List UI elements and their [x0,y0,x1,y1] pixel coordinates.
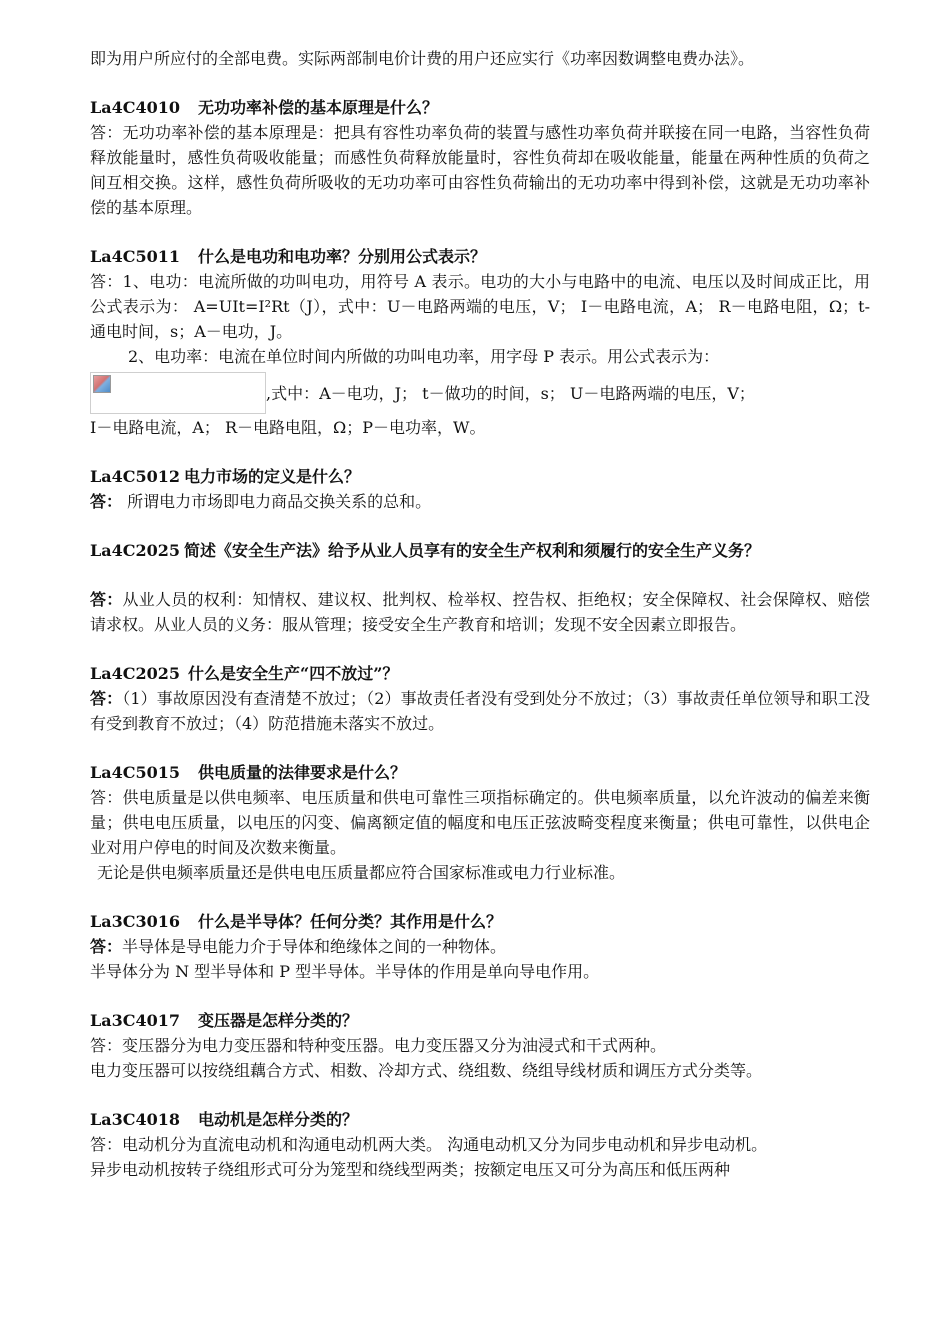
question-title [90,909,870,934]
question-title [90,538,870,563]
answer-text: 从业人员的权利：知情权、建议权、批判权、检举权、控告权、拒绝权；安全保障权、社会保障权、赔偿请求权。从业人员的义务：服从管理；接受安全生产教育和培训；发现不安全因素立即报告。 [90,590,870,634]
answer-paragraph [90,934,870,959]
spacer [90,71,870,95]
spacer [90,637,870,661]
question-code: La4C5015 [90,763,181,782]
answer-paragraph: 异步电动机按转子绕组形式可分为笼型和绕线型两类；按额定电压又可分为高压和低压两种 [90,1160,731,1179]
answer-paragraph [90,686,870,736]
question-text: 什么是电功和电功率？分别用公式表示？ [198,247,487,266]
question-code: La4C4010 [90,98,181,117]
answer-paragraph: I－电路电流，A； R－电路电阻，Ω；P－电功率，W。 [90,418,486,437]
spacer [90,220,870,244]
answer-label: 答： [90,689,123,708]
answer-paragraph [90,587,870,637]
spacer [90,440,870,464]
spacer [90,1083,870,1107]
spacer [90,885,870,909]
document-page [90,46,870,1182]
question-code: La3C3016 [90,912,181,931]
spacer [90,563,870,587]
question-title [90,244,870,269]
answer-label: 答： [90,937,123,956]
answer-paragraph: 答：供电质量是以供电频率、电压质量和供电可靠性三项指标确定的。供电频率质量，以允许波动的偏差来衡量；供电电压质量，以电压的闪变、偏离额定值的幅度和电压正弦波畸变程度来衡量；供电可靠性，以供电企业对用户停电的时间及次数来衡量。 [90,788,870,857]
answer-paragraph: 电力变压器可以按绕组藕合方式、相数、冷却方式、绕组数、绕组导线材质和调压方式分类等。 [90,1061,763,1080]
intro-paragraph: 即为用户所应付的全部电费。实际两部制电价计费的用户还应实行《功率因数调整电费办法》。 [90,49,755,68]
answer-label: 答： [90,492,123,511]
question-title [90,1107,870,1132]
answer-text: （1）事故原因没有查清楚不放过；（2）事故责任者没有受到处分不放过；（3）事故责任单位领导和职工没有受到教育不放过；（4）防范措施未落实不放过。 [90,689,870,733]
question-code: La4C2025 [90,541,181,560]
answer-paragraph: 答：1、电功：电流所做的功叫电功，用符号 A 表示。电功的大小与电路中的电流、电压以及时间成正比，用公式表示为： A=UIt=I²Rt（J），式中：U－电路两端的电压，V； I－电路电流，A； R－电路电阻，Ω；t-通电时间，s；A－电功，J。 [90,272,870,341]
question-text: 什么是安全生产“四不放过”？ [188,664,399,683]
answer-paragraph: 无论是供电频率质量还是供电电压质量都应符合国家标准或电力行业标准。 [97,863,626,882]
question-title [90,464,870,489]
question-title [90,95,870,120]
spacer [90,514,870,538]
answer-paragraph: 2、电功率：电流在单位时间内所做的功叫电功率，用字母 P 表示。用公式表示为： [128,347,720,366]
question-code: La4C5012 [90,467,181,486]
question-title [90,1008,870,1033]
answer-text: 半导体是导电能力介于导体和绝缘体之间的一种物体。 [122,937,507,956]
question-text: 什么是半导体？任何分类？其作用是什么？ [198,912,503,931]
answer-text: 所谓电力市场即电力商品交换关系的总和。 [122,492,432,511]
question-code: La4C5011 [90,247,181,266]
answer-paragraph [90,489,870,514]
question-code: La3C4017 [90,1011,181,1030]
spacer [90,736,870,760]
answer-label: 答： [90,590,123,609]
question-text: 无功功率补偿的基本原理是什么？ [198,98,439,117]
answer-paragraph: 答：无功功率补偿的基本原理是：把具有容性功率负荷的装置与感性功率负荷并联接在同一电路，当容性负荷释放能量时，感性负荷吸收能量；而感性负荷释放能量时，容性负荷却在吸收能量，能量在两种性质的负荷之间互相交换。这样，感性负荷所吸收的无功功率可由容性负荷输出的无功功率中得到补偿，这就是无功功率补偿的基本原理。 [90,123,870,217]
question-title [90,661,870,686]
answer-paragraph: 半导体分为 N 型半导体和 P 型半导体。半导体的作用是单向导电作用。 [90,962,600,981]
question-code: La3C4018 [90,1110,181,1129]
formula-legend: ,式中：A－电功，J； t－做功的时间，s； U－电路两端的电压，V； [266,383,755,403]
question-text: 简述《安全生产法》给予从业人员享有的安全生产权利和须履行的安全生产义务？ [184,541,761,560]
broken-image-placeholder [90,372,266,414]
question-code: La4C2025 [90,664,181,683]
question-text: 电动机是怎样分类的？ [198,1110,359,1129]
answer-paragraph: 答：变压器分为电力变压器和特种变压器。电力变压器又分为油浸式和干式两种。 [90,1036,667,1055]
question-text: 变压器是怎样分类的？ [198,1011,359,1030]
question-text: 电力市场的定义是什么？ [184,467,361,486]
answer-paragraph: 答：电动机分为直流电动机和沟通电动机两大类。 沟通电动机又分为同步电动机和异步电动机。 [90,1135,768,1154]
formula-line [90,371,870,415]
broken-image-icon [93,375,111,393]
question-text: 供电质量的法律要求是什么？ [198,763,407,782]
question-title [90,760,870,785]
spacer [90,984,870,1008]
